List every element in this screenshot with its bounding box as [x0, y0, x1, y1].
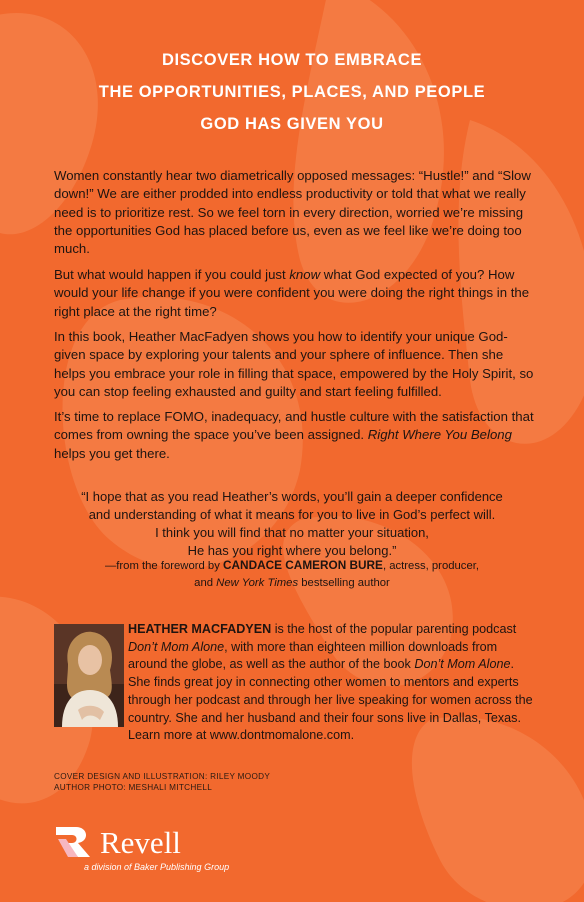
endorsement-quote — [40, 488, 544, 560]
endorser-name: CANDACE CAMERON BURE — [223, 558, 383, 572]
quote-line-1: “I hope that as you read Heather’s words, you’ll gain a deeper confidence — [81, 489, 503, 504]
quote-attribution: —from the foreword by CANDACE CAMERON BURE, actress, producer, and New York Times bestselling author — [104, 558, 480, 589]
author-photo — [54, 624, 124, 727]
revell-logo-icon — [54, 825, 94, 859]
quote-line-3: I think you will find that no matter your situation, — [155, 525, 429, 540]
credits — [54, 771, 270, 793]
description-paragraph-1: Women constantly hear two diametrically opposed messages: “Hustle!” and “Slow down!” We are either prodded into endless productivity or told that what we really need is to prioritize rest. So we feel torn in every direction, worried we’re missing the opportunities God has placed before us, even as we feel like we’re doing too much. — [54, 168, 531, 257]
quote-line-2: and understanding of what it means for you to live in God’s perfect will. — [88, 507, 496, 522]
photo-credit: AUTHOR PHOTO: MESHALI MITCHELL — [54, 783, 213, 792]
author-name: HEATHER MACFADYEN — [128, 622, 272, 636]
design-credit: COVER DESIGN AND ILLUSTRATION: RILEY MOODY — [54, 772, 271, 781]
author-bio: HEATHER MACFADYEN is the host of the popular parenting podcast Don’t Mom Alone, with more than eighteen million downloads from around the globe, as well as the author of the book Don’t Mom Alone. She finds great joy in connecting other women to mentors and experts through her podcast and through her live speaking for women across the country. She and her husband and their four sons live in Dallas, Texas. Learn more at www.dontmomalone.com. — [128, 622, 533, 743]
book-title-emphasis: Right Where You Belong — [367, 427, 512, 443]
description-paragraph-3: In this book, Heather MacFadyen shows you how to identify your unique God-given space by exploring your talents and your sphere of influence. Then she helps you embrace your role in filling that space, empowered by the Holy Spirit, so you can stop feeling exhausted and guilty and start feeling fulfilled. — [54, 329, 534, 399]
description-paragraph-4: It’s time to replace FOMO, inadequacy, and hustle culture with the satisfaction that comes from owning the space you’ve been assigned. Right Where You Belong helps you get there. — [54, 409, 534, 461]
headline-line-3: GOD HAS GIVEN YOU — [200, 115, 384, 133]
emphasis-know: know — [289, 267, 321, 282]
description-paragraph-2: But what would happen if you could just know what God expected of you? How would your life change if you were confident you were doing the right things in the right place at the right time? — [54, 267, 530, 319]
headline-line-1: DISCOVER HOW TO EMBRACE — [161, 51, 423, 69]
headline — [20, 44, 564, 140]
headline-line-2: THE OPPORTUNITIES, PLACES, AND PEOPLE — [98, 83, 486, 101]
quote-line-4: He has you right where you belong.” — [187, 543, 397, 558]
publisher-name: Revell — [100, 825, 181, 860]
publisher-tagline: a division of Baker Publishing Group — [84, 862, 230, 872]
